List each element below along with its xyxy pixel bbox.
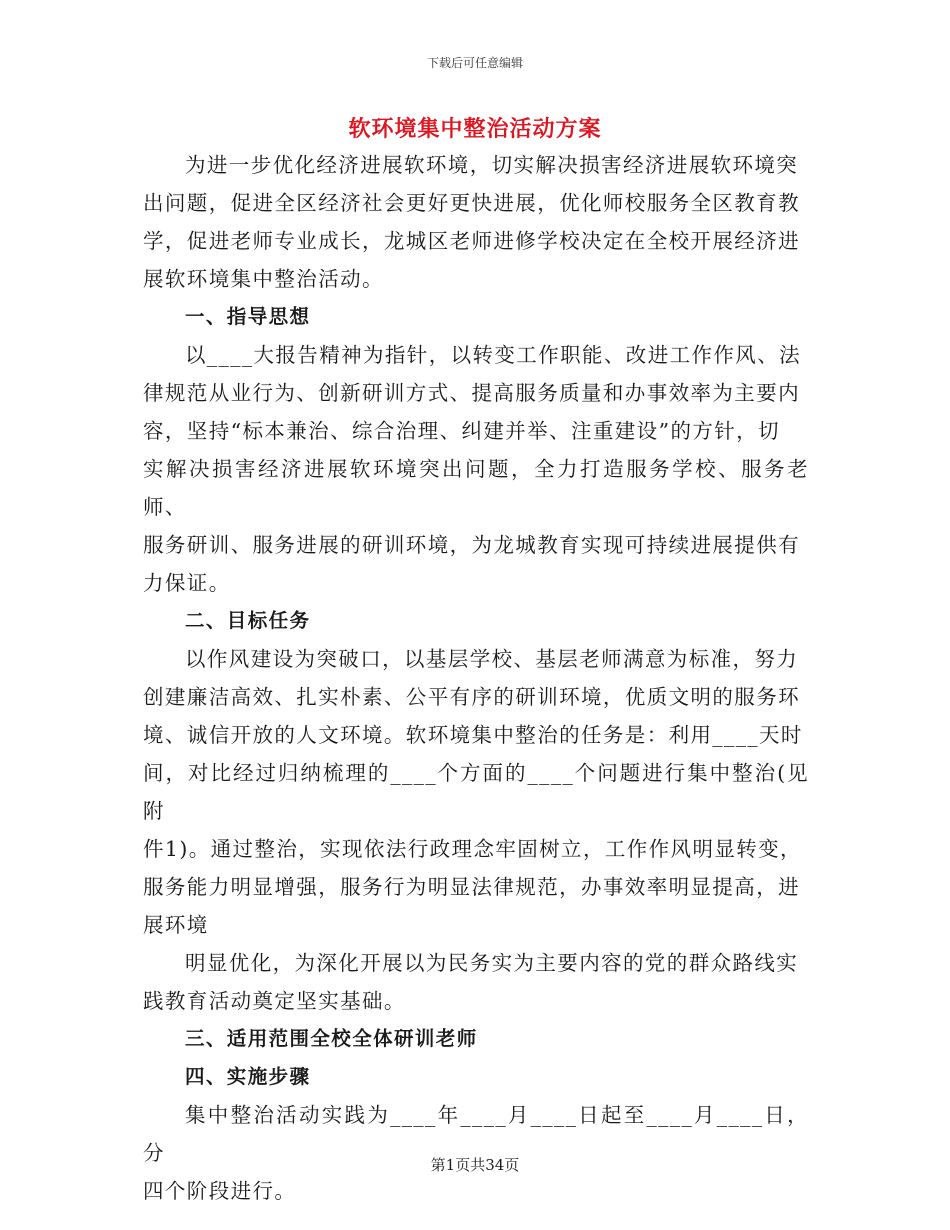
goals-paragraph bbox=[143, 640, 809, 944]
text-line: 践教育活动奠定坚实基础。 bbox=[143, 989, 406, 1013]
text-line: 间，对比经过归纳梳理的____个方面的____个问题进行集中整治(见附 bbox=[143, 761, 809, 823]
text-line: 创建廉洁高效、扎实朴素、公平有序的研训环境，优质文明的服务环 bbox=[143, 685, 800, 709]
section-heading-guiding-ideology: 一、指导思想 bbox=[185, 305, 311, 328]
text-line: 律规范从业行为、创新研训方式、提高服务质量和办事效率为主要内 bbox=[143, 381, 800, 405]
text-line: 以____大报告精神为指针，以转变工作职能、改进工作作风、法 bbox=[185, 343, 801, 367]
document-title: 软环境集中整治活动方案 bbox=[348, 116, 602, 142]
text-line: 展软环境集中整治活动。 bbox=[143, 267, 384, 291]
text-line: 学，促进老师专业成长，龙城区老师进修学校决定在全校开展经济进 bbox=[143, 229, 800, 253]
text-line: 容，坚持“标本兼治、综合治理、纠建并举、注重建设”的方针，切 bbox=[143, 419, 780, 443]
text-line: 出问题，促进全区经济社会更好更快进展，优化师校服务全区教育教 bbox=[143, 191, 800, 215]
page-number-footer: 第1页共34页 bbox=[430, 1156, 520, 1174]
text-line: 明显优化，为深化开展以为民务实为主要内容的党的群众路线实 bbox=[185, 951, 799, 975]
goals-continuation-paragraph bbox=[143, 944, 809, 1020]
intro-paragraph bbox=[143, 146, 809, 298]
text-line: 实解决损害经济进展软环境突出问题，全力打造服务学校、服务老师、 bbox=[143, 457, 809, 519]
text-line: 集中整治活动实践为____年____月____日起至____月____日，分 bbox=[143, 1103, 809, 1165]
document-body bbox=[143, 146, 809, 1210]
text-line: 为进一步优化经济进展软环境，切实解决损害经济进展软环境突 bbox=[185, 153, 799, 177]
steps-paragraph bbox=[143, 1096, 809, 1210]
text-line: 服务能力明显增强，服务行为明显法律规范，办事效率明显提高，进 bbox=[143, 875, 800, 899]
text-line: 展环境 bbox=[143, 913, 209, 937]
text-line: 四个阶段进行。 bbox=[143, 1179, 297, 1203]
text-line: 件1)。通过整治，实现依法行政理念牢固树立，工作作风明显转变， bbox=[143, 837, 802, 861]
section-heading-scope: 三、适用范围全校全体研训老师 bbox=[185, 1027, 478, 1050]
text-line: 服务研训、服务进展的研训环境，为龙城教育实现可持续进展提供有 bbox=[143, 533, 800, 557]
section-heading-steps: 四、实施步骤 bbox=[185, 1065, 311, 1088]
section-heading-goals: 二、目标任务 bbox=[185, 609, 311, 632]
text-line: 以作风建设为突破口，以基层学校、基层老师满意为标准，努力 bbox=[185, 647, 799, 671]
guiding-ideology-paragraph bbox=[143, 336, 809, 602]
text-line: 境、诚信开放的人文环境。软环境集中整治的任务是：利用____天时 bbox=[143, 723, 803, 747]
text-line: 力保证。 bbox=[143, 571, 231, 595]
header-note: 下载后可任意编辑 bbox=[426, 56, 523, 70]
